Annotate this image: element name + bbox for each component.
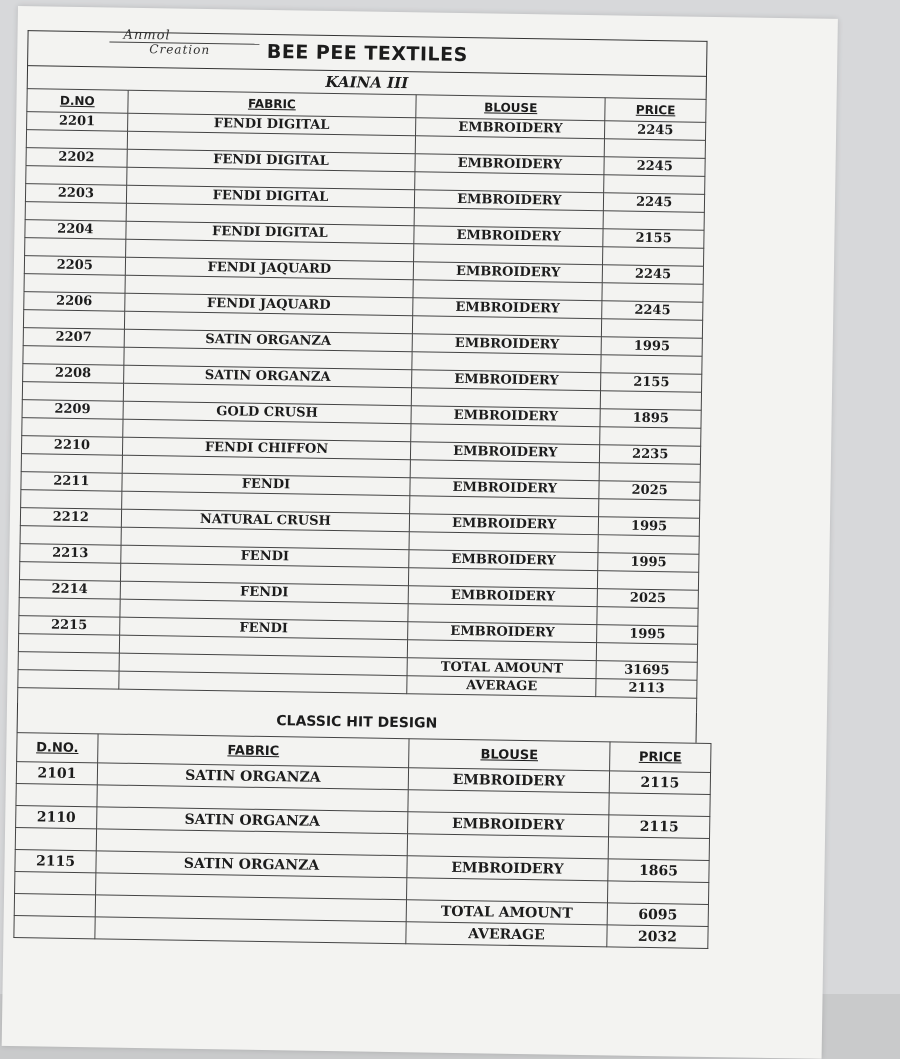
blouse-cell: EMBROIDERY: [412, 334, 601, 355]
blouse-cell: EMBROIDERY: [410, 514, 599, 535]
empty-cell: [95, 917, 406, 944]
paper-sheet: [2, 6, 838, 1059]
fabric-cell: FENDI: [120, 581, 409, 604]
fabric-cell: FENDI JAQUARD: [125, 257, 414, 280]
fabric-cell: SATIN ORGANZA: [96, 851, 407, 878]
empty-cell: [597, 607, 698, 627]
col-header-price: PRICE: [610, 742, 711, 773]
price-cell: 2115: [609, 771, 710, 795]
blouse-cell: EMBROIDERY: [416, 118, 605, 139]
dno-cell: 2115: [15, 850, 96, 873]
price-cell: 2025: [599, 481, 700, 501]
price-cell: 1995: [598, 553, 699, 573]
empty-cell: [408, 790, 609, 815]
total-row-label: TOTAL AMOUNT: [407, 658, 596, 679]
classic-table: [13, 732, 711, 949]
classic-body: [14, 762, 711, 949]
blouse-cell: EMBROIDERY: [408, 586, 597, 607]
empty-cell: [602, 319, 703, 339]
average-row-label: AVERAGE: [407, 676, 596, 697]
empty-cell: [598, 535, 699, 555]
dno-cell: 2202: [26, 148, 127, 168]
catalog-table: [17, 88, 706, 699]
blouse-cell: EMBROIDERY: [413, 298, 602, 319]
fabric-cell: FENDI DIGITAL: [127, 113, 416, 136]
empty-cell: [14, 916, 95, 939]
blouse-cell: EMBROIDERY: [415, 190, 604, 211]
price-cell: 2115: [609, 815, 710, 839]
empty-cell: [602, 283, 703, 303]
price-cell: 1995: [597, 625, 698, 645]
price-cell: 2245: [602, 301, 703, 321]
col-header-dno: D.NO: [27, 89, 128, 114]
price-cell: 1995: [601, 337, 702, 357]
dno-cell: 2209: [22, 400, 123, 420]
dno-cell: 2212: [20, 508, 121, 528]
fabric-cell: GOLD CRUSH: [123, 401, 412, 424]
empty-cell: [18, 652, 119, 672]
empty-cell: [18, 670, 119, 690]
empty-cell: [599, 499, 700, 519]
blouse-cell: EMBROIDERY: [412, 370, 601, 391]
empty-cell: [19, 598, 120, 618]
empty-cell: [22, 418, 123, 438]
empty-cell: [23, 346, 124, 366]
price-cell: 1895: [600, 409, 701, 429]
empty-cell: [26, 166, 127, 186]
blouse-cell: EMBROIDERY: [409, 550, 598, 571]
empty-cell: [26, 130, 127, 150]
empty-cell: [407, 834, 608, 859]
empty-cell: [605, 139, 706, 159]
fabric-cell: FENDI DIGITAL: [127, 149, 416, 172]
fabric-cell: SATIN ORGANZA: [123, 365, 412, 388]
dno-cell: 2203: [25, 184, 126, 204]
empty-cell: [15, 828, 96, 851]
empty-cell: [25, 202, 126, 222]
document-title: BEE PEE TEXTILES: [27, 30, 707, 76]
fabric-cell: FENDI JAQUARD: [124, 293, 413, 316]
empty-cell: [22, 382, 123, 402]
empty-cell: [598, 571, 699, 591]
empty-cell: [21, 490, 122, 510]
col-header-blouse: BLOUSE: [416, 95, 605, 121]
empty-cell: [600, 427, 701, 447]
empty-cell: [599, 463, 700, 483]
col-header-fabric: FABRIC: [98, 734, 409, 768]
dno-cell: 2205: [24, 256, 125, 276]
price-list-document: [13, 27, 707, 949]
empty-cell: [19, 562, 120, 582]
price-cell: 2245: [604, 157, 705, 177]
price-cell: 2155: [603, 229, 704, 249]
fabric-cell: FENDI DIGITAL: [126, 185, 415, 208]
empty-cell: [15, 872, 96, 895]
price-cell: 2025: [597, 589, 698, 609]
logo-line-2: Creation: [149, 42, 211, 58]
empty-cell: [608, 837, 709, 861]
fabric-cell: FENDI: [119, 617, 408, 640]
empty-cell: [603, 211, 704, 231]
price-cell: 1865: [608, 859, 709, 883]
average-row-value: 2113: [596, 679, 697, 699]
blouse-cell: EMBROIDERY: [414, 226, 603, 247]
empty-cell: [607, 881, 708, 905]
price-cell: 2235: [600, 445, 701, 465]
blouse-cell: EMBROIDERY: [408, 622, 597, 643]
fabric-cell: SATIN ORGANZA: [97, 807, 408, 834]
fabric-cell: SATIN ORGANZA: [124, 329, 413, 352]
empty-cell: [25, 238, 126, 258]
blouse-cell: EMBROIDERY: [411, 406, 600, 427]
dno-cell: 2110: [16, 806, 97, 829]
blouse-cell: EMBROIDERY: [415, 154, 604, 175]
fabric-cell: FENDI DIGITAL: [125, 221, 414, 244]
empty-cell: [597, 643, 698, 663]
blouse-cell: EMBROIDERY: [411, 442, 600, 463]
empty-cell: [604, 175, 705, 195]
price-cell: 1995: [599, 517, 700, 537]
dno-cell: 2201: [27, 112, 128, 132]
dno-cell: 2206: [24, 292, 125, 312]
blouse-cell: EMBROIDERY: [410, 478, 599, 499]
fabric-cell: FENDI: [122, 473, 411, 496]
section-title: CLASSIC HIT DESIGN: [17, 702, 697, 743]
fabric-cell: FENDI CHIFFON: [122, 437, 411, 460]
price-cell: 2245: [603, 265, 704, 285]
col-header-fabric: FABRIC: [127, 90, 416, 118]
empty-cell: [601, 391, 702, 411]
average-row-label: AVERAGE: [406, 922, 607, 947]
dno-cell: 2101: [16, 762, 97, 785]
blouse-cell: EMBROIDERY: [408, 812, 609, 837]
logo-line-1: Anmol: [123, 27, 171, 44]
empty-cell: [609, 793, 710, 817]
dno-cell: 2214: [19, 580, 120, 600]
fabric-cell: NATURAL CRUSH: [121, 509, 410, 532]
price-cell: 2245: [605, 121, 706, 141]
empty-cell: [603, 247, 704, 267]
blouse-cell: EMBROIDERY: [413, 262, 602, 283]
blouse-cell: EMBROIDERY: [407, 856, 608, 881]
col-header-dno: D.NO.: [17, 733, 98, 763]
empty-cell: [18, 634, 119, 654]
total-row-label: TOTAL AMOUNT: [406, 900, 607, 925]
price-cell: 2155: [601, 373, 702, 393]
empty-cell: [601, 355, 702, 375]
total-row-value: 31695: [596, 661, 697, 681]
dno-cell: 2213: [20, 544, 121, 564]
fabric-cell: SATIN ORGANZA: [97, 763, 408, 790]
empty-cell: [407, 878, 608, 903]
col-header-blouse: BLOUSE: [409, 739, 610, 771]
dno-cell: 2204: [25, 220, 126, 240]
empty-cell: [24, 274, 125, 294]
dno-cell: 2211: [21, 472, 122, 492]
empty-cell: [20, 526, 121, 546]
empty-cell: [21, 454, 122, 474]
dno-cell: 2215: [19, 616, 120, 636]
collection-name: KAINA III: [27, 65, 707, 99]
dno-cell: 2207: [23, 328, 124, 348]
catalog-body: [18, 112, 706, 699]
blouse-cell: EMBROIDERY: [408, 768, 609, 793]
empty-cell: [14, 894, 95, 917]
col-header-price: PRICE: [605, 98, 706, 123]
price-cell: 2245: [604, 193, 705, 213]
empty-cell: [23, 310, 124, 330]
dno-cell: 2210: [21, 436, 122, 456]
brand-logo: [109, 27, 260, 69]
average-row-value: 2032: [607, 925, 708, 949]
empty-cell: [16, 784, 97, 807]
total-row-value: 6095: [607, 903, 708, 927]
fabric-cell: FENDI: [120, 545, 409, 568]
dno-cell: 2208: [23, 364, 124, 384]
